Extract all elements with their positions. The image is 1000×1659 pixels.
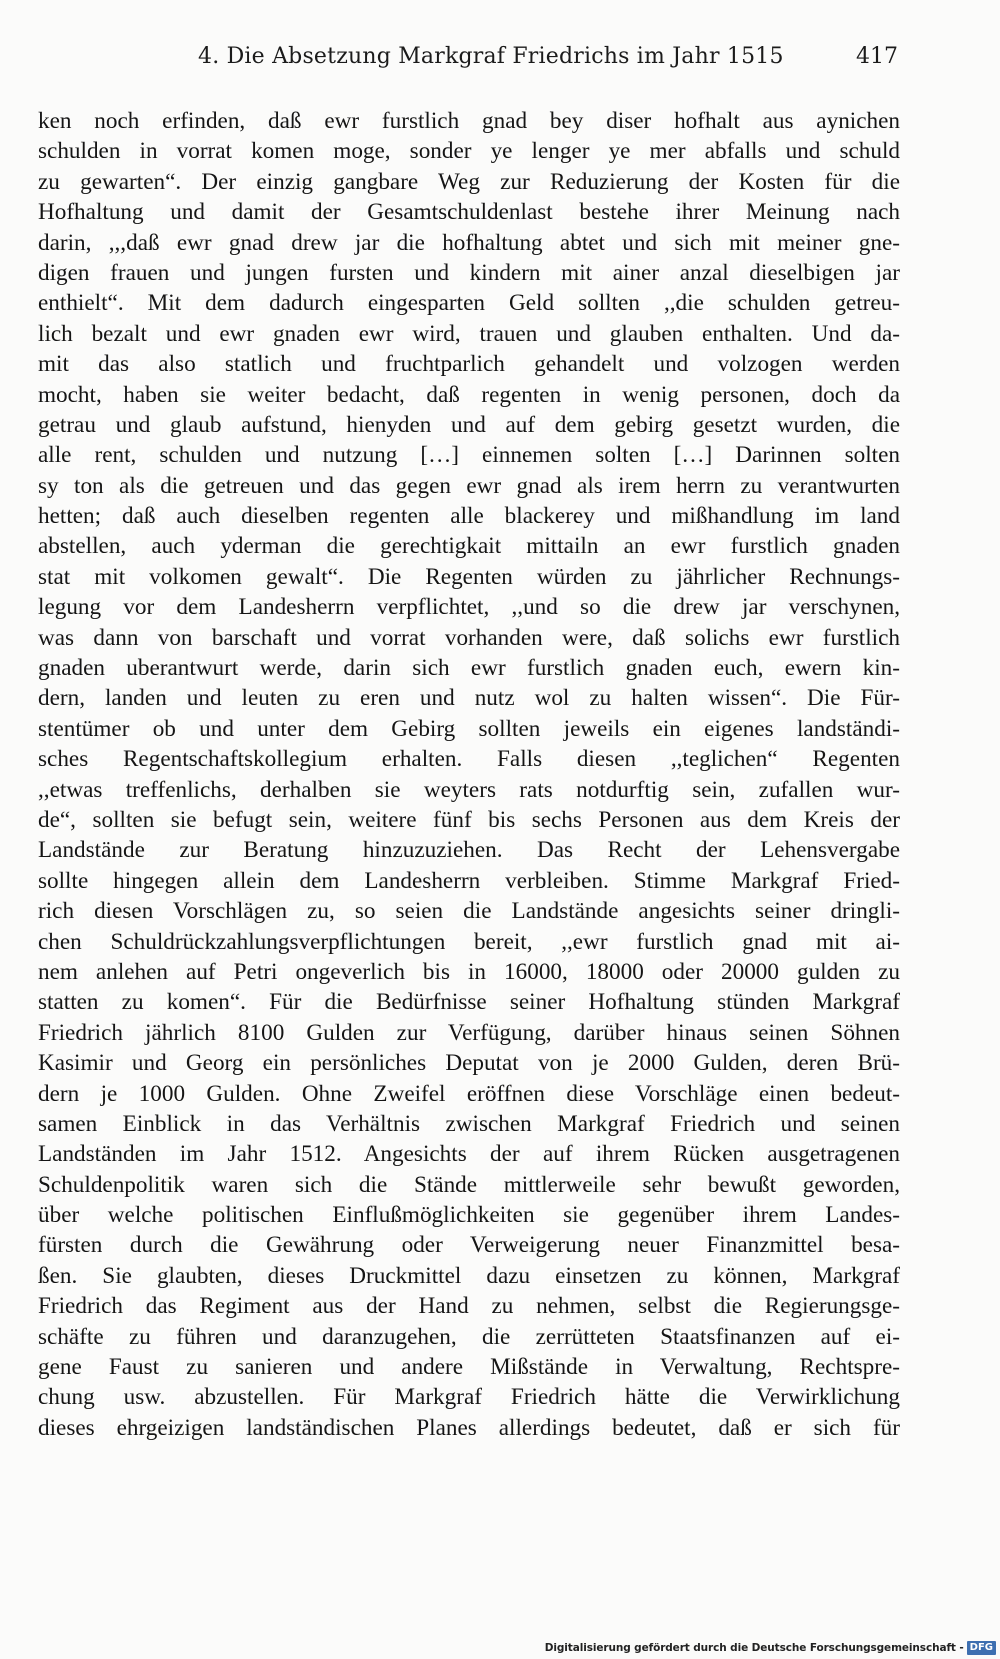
body-text [38,106,900,1443]
text-line: chung usw. abzustellen. Für Markgraf Friedrich hätte die Verwirklichung [38,1384,900,1411]
text-line: chen Schuldrückzahlungsverpflichtungen bereit, ,,ewr furstlich gnad mit ai- [38,928,900,955]
text-line: schäfte zu führen und daranzugehen, die zerrütteten Staatsfinanzen auf ei- [38,1323,900,1350]
text-line: Friedrich jährlich 8100 Gulden zur Verfügung, darüber hinaus seinen Söhnen [38,1019,900,1046]
text-line: de“, sollten sie befugt sein, weitere fünf bis sechs Personen aus dem Kreis der [38,806,900,833]
text-line: ken noch erfinden, daß ewr furstlich gnad bey diser hofhalt aus aynichen [38,108,900,134]
page-header [38,44,898,80]
text-line: dern je 1000 Gulden. Ohne Zweifel eröffnen diese Vorschläge einen bedeut- [38,1080,900,1107]
text-line: digen frauen und jungen fursten und kindern mit ainer anzal dieselbigen jar [38,259,900,286]
text-line: rich diesen Vorschlägen zu, so seien die Landstände angesichts seiner dringli- [38,898,900,925]
text-line: stentümer ob und unter dem Gebirg sollten jeweils ein eigenes landständi- [38,715,900,742]
text-line: Landständen im Jahr 1512. Angesichts der auf ihrem Rücken ausgetragenen [38,1141,900,1168]
text-line: was dann von barschaft und vorrat vorhanden were, daß solichs ewr furstlich [38,624,900,651]
text-line: gene Faust zu sanieren und andere Mißstände in Verwaltung, Rechtspre- [38,1354,900,1381]
text-line: Hofhaltung und damit der Gesamtschuldenlast bestehe ihrer Meinung nach [38,199,900,226]
text-line: nem anlehen auf Petri ongeverlich bis in 16000, 18000 oder 20000 gulden zu [38,958,900,985]
text-line: dieses ehrgeizigen landständischen Planes allerdings bedeutet, daß er sich für [38,1414,900,1441]
text-line: sches Regentschaftskollegium erhalten. Falls diesen ,,teglichen“ Regenten [38,746,900,773]
text-line: Schuldenpolitik waren sich die Stände mittlerweile sehr bewußt geworden, [38,1171,900,1198]
text-line: Friedrich das Regiment aus der Hand zu nehmen, selbst die Regierungsge- [38,1293,900,1320]
text-line: hetten; daß auch dieselben regenten alle blackerey und mißhandlung im land [38,503,900,530]
text-line: zu gewarten“. Der einzig gangbare Weg zur Reduzierung der Kosten für die [38,168,900,195]
text-line: darin, ,,,daß ewr gnad drew jar die hofhaltung abtet und sich mit meiner gne- [38,229,900,256]
text-line: ,,etwas treffenlichs, derhalben sie weyters rats notdurftig sein, zufallen wur- [38,776,900,803]
page-number: 417 [856,44,898,69]
text-line: alle rent, schulden und nutzung […] einnemen solten […] Darinnen solten [38,442,900,469]
text-line: enthielt“. Mit dem dadurch eingesparten Geld sollten ,,die schulden getreu- [38,290,900,317]
text-line: statten zu komen“. Für die Bedürfnisse seiner Hofhaltung stünden Markgraf [38,989,900,1016]
running-title: 4. Die Absetzung Markgraf Friedrichs im Jahr 1515 [198,44,784,69]
text-line: schulden in vorrat komen moge, sonder ye lenger ye mer abfalls und schuld [38,138,900,165]
text-line: dern, landen und leuten zu eren und nutz wol zu halten wissen“. Die Für- [38,685,900,712]
text-line: sy ton als die getreuen und das gegen ewr gnad als irem herrn zu verantwurten [38,472,900,499]
dfg-logo[interactable]: DFG [967,1641,996,1655]
text-line: lich bezalt und ewr gnaden ewr wird, trauen und glauben enthalten. Und da- [38,320,900,347]
text-line: samen Einblick in das Verhältnis zwischen Markgraf Friedrich und seinen [38,1110,900,1137]
text-line: ßen. Sie glaubten, dieses Druckmittel dazu einsetzen zu können, Markgraf [38,1262,900,1289]
footer [545,1639,996,1657]
text-line: über welche politischen Einflußmöglichkeiten sie gegenüber ihrem Landes- [38,1202,900,1229]
text-line: Landstände zur Beratung hinzuzuziehen. Das Recht der Lehensvergabe [38,837,900,864]
text-line: legung vor dem Landesherrn verpflichtet, ,,und so die drew jar verschynen, [38,594,900,621]
text-line: sollte hingegen allein dem Landesherrn verbleiben. Stimme Markgraf Fried- [38,867,900,894]
text-line: abstellen, auch yderman die gerechtigkait mittailn an ewr furstlich gnaden [38,533,900,560]
text-line: fürsten durch die Gewährung oder Verweigerung neuer Finanzmittel besa- [38,1232,900,1259]
funding-note: Digitalisierung gefördert durch die Deutsche Forschungsgemeinschaft - [544,1642,964,1654]
text-line: Kasimir und Georg ein persönliches Deputat von je 2000 Gulden, deren Brü- [38,1050,900,1077]
text-line: gnaden uberantwurt werde, darin sich ewr furstlich gnaden euch, ewern kin- [38,655,900,682]
text-line: stat mit volkomen gewalt“. Die Regenten würden zu jährlicher Rechnungs- [38,563,900,590]
text-line: mocht, haben sie weiter bedacht, daß regenten in wenig personen, doch da [38,381,900,408]
text-line: getrau und glaub aufstund, hienyden und auf dem gebirg gesetzt wurden, die [38,411,900,438]
text-line: mit das also statlich und fruchtparlich gehandelt und volzogen werden [38,351,900,378]
